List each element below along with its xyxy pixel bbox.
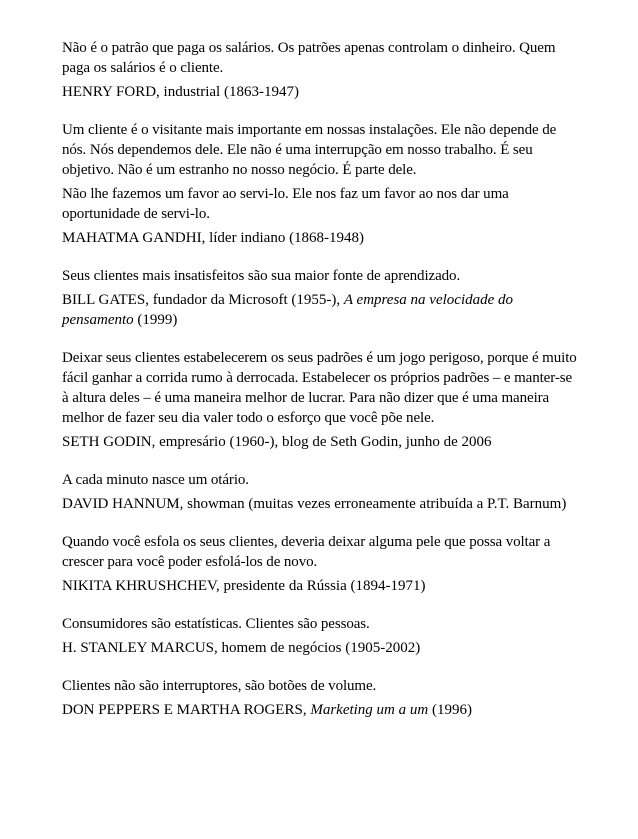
quote-attribution bbox=[62, 290, 582, 330]
quote-attribution: HENRY FORD, industrial (1863-1947) bbox=[62, 84, 299, 100]
attribution-work-title: Marketing um a um bbox=[310, 702, 429, 718]
quote-block-hannum bbox=[62, 470, 582, 514]
quote-text-continued: Não lhe fazemos um favor ao servi-lo. Ele nos faz um favor ao nos dar uma oportunidade de servi-lo. bbox=[62, 186, 509, 222]
quote-attribution: SETH GODIN, empresário (1960-), blog de Seth Godin, junho de 2006 bbox=[62, 434, 492, 450]
quote-text: Consumidores são estatísticas. Clientes são pessoas. bbox=[62, 616, 370, 632]
quote-block-godin bbox=[62, 348, 582, 452]
quote-attribution: H. STANLEY MARCUS, homem de negócios (1905-2002) bbox=[62, 640, 421, 656]
quote-block-marcus bbox=[62, 614, 582, 658]
quote-block-khrushchev bbox=[62, 532, 582, 596]
quote-text: Seus clientes mais insatisfeitos são sua maior fonte de aprendizado. bbox=[62, 268, 461, 284]
document-page bbox=[62, 38, 582, 720]
quote-attribution: NIKITA KHRUSHCHEV, presidente da Rússia (1894-1971) bbox=[62, 578, 426, 594]
quote-text: Quando você esfola os seus clientes, deveria deixar alguma pele que possa voltar a crescer para você poder esfolá-los de novo. bbox=[62, 534, 551, 570]
quote-block-peppers-rogers bbox=[62, 676, 582, 720]
attribution-year: (1996) bbox=[428, 702, 472, 718]
attribution-author: BILL GATES, fundador da Microsoft (1955-), bbox=[62, 292, 344, 308]
attribution-year: (1999) bbox=[133, 312, 178, 328]
quote-block-gates bbox=[62, 266, 582, 330]
quote-text: Um cliente é o visitante mais importante em nossas instalações. Ele não depende de nós. Nós dependemos dele. Ele não é uma interrupção em nosso trabalho. É seu objetivo. Não é um estranho no nosso negócio. É parte dele. bbox=[62, 122, 557, 178]
quote-text: Clientes não são interruptores, são botões de volume. bbox=[62, 678, 377, 694]
quote-attribution: MAHATMA GANDHI, líder indiano (1868-1948) bbox=[62, 230, 365, 246]
attribution-work-title: A empresa na velocidade do pensamento bbox=[62, 292, 514, 328]
attribution-author: DON PEPPERS E MARTHA ROGERS, bbox=[62, 702, 311, 718]
quote-block-ford bbox=[62, 38, 582, 102]
quote-block-gandhi bbox=[62, 120, 582, 248]
quote-text: Deixar seus clientes estabelecerem os seus padrões é um jogo perigoso, porque é muito fácil ganhar a corrida rumo à derrocada. Estabelecer os próprios padrões – e manter-se à altura deles – é uma maneira melhor de lucrar. Para não dizer que é uma maneira melhor de fazer seu dia valer todo o esforço que você põe nele. bbox=[62, 350, 577, 426]
quote-attribution bbox=[62, 700, 582, 720]
quote-text: Não é o patrão que paga os salários. Os patrões apenas controlam o dinheiro. Quem paga os salários é o cliente. bbox=[62, 40, 556, 76]
quote-text: A cada minuto nasce um otário. bbox=[62, 472, 249, 488]
quote-attribution: DAVID HANNUM, showman (muitas vezes erroneamente atribuída a P.T. Barnum) bbox=[62, 496, 567, 512]
